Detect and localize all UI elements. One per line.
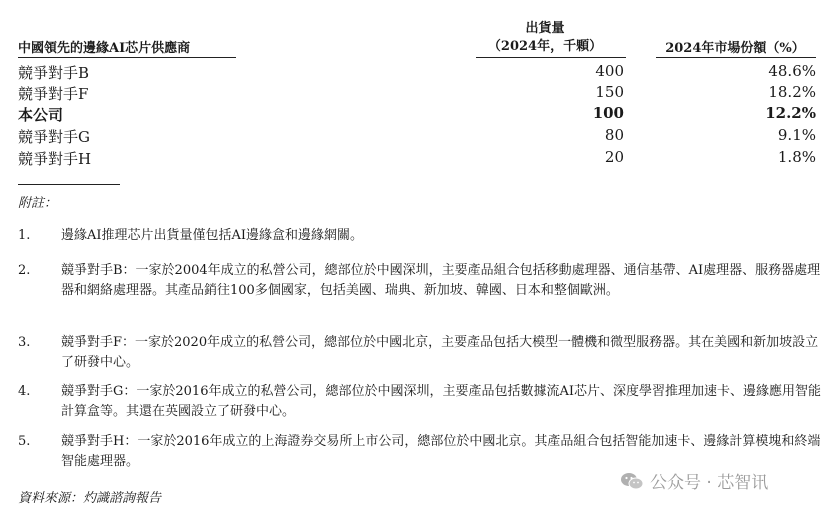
watermark-text: 公众号 · 芯智讯	[650, 473, 769, 493]
row-supplier-name: 競爭對手G	[18, 128, 90, 146]
row-market-share: 48.6%	[768, 62, 816, 80]
row-shipments: 80	[604, 126, 624, 144]
header-divider-supplier	[18, 57, 236, 58]
row-supplier-name: 競爭對手F	[18, 85, 89, 103]
table-row	[0, 83, 838, 103]
row-supplier-name: 競爭對手B	[18, 64, 90, 82]
row-shipments: 20	[604, 148, 624, 166]
wechat-icon	[620, 472, 644, 490]
table-header-supplier: 中國領先的邊緣AI芯片供應商	[18, 41, 191, 56]
footnote-text: 競爭對手G：一家於2016年成立的私營公司，總部位於中國深圳，主要產品包括數據流AI芯片、深度學習推理加速卡、邊緣應用智能計算盒等。其還在英國設立了研發中心。	[61, 384, 821, 419]
footnote-number: 2.	[18, 263, 31, 278]
footnote-text: 競爭對手H：一家於2016年成立的上海證券交易所上市公司，總部位於中國北京。其產品組合包括智能加速卡、邊緣計算模塊和終端智能處理器。	[61, 434, 821, 469]
footnote-number: 3.	[18, 335, 31, 350]
row-market-share: 1.8%	[777, 148, 816, 166]
header-divider-shipments	[476, 57, 626, 58]
table-row	[0, 148, 838, 168]
row-supplier-name: 競爭對手H	[18, 150, 92, 168]
footnote-number: 5.	[18, 434, 31, 449]
table-header-shipments	[455, 20, 635, 56]
row-shipments: 400	[595, 62, 624, 80]
footnote-number: 4.	[18, 384, 31, 399]
row-market-share: 18.2%	[768, 83, 816, 101]
footnote-number: 1.	[18, 228, 31, 243]
table-row	[0, 62, 838, 82]
footnote-text: 競爭對手F：一家於2020年成立的私營公司，總部位於中國北京，主要產品包括大模型一體機和微型服務器。其在美國和新加坡設立了研發中心。	[61, 335, 819, 370]
table-row	[0, 126, 838, 146]
notes-divider	[18, 184, 120, 185]
row-shipments: 150	[595, 83, 624, 101]
footnote-text: 競爭對手B：一家於2004年成立的私營公司，總部位於中國深圳，主要產品組合包括移動處理器、通信基帶、AI處理器、服務器處理器和網絡處理器。其產品銷往100多個國家，包括美國、瑞典、新加坡、韓國、日本和整個歐洲。	[61, 263, 821, 298]
row-market-share: 12.2%	[765, 104, 816, 122]
row-market-share: 9.1%	[777, 126, 816, 144]
footnote-text: 邊緣AI推理芯片出貨量僅包括AI邊緣盒和邊緣網關。	[61, 228, 364, 243]
header-divider-share	[656, 57, 816, 58]
row-shipments: 100	[592, 104, 624, 122]
shipments-header-line2: （2024年，千顆）	[487, 39, 603, 54]
table-row-company	[0, 104, 838, 124]
notes-title: 附註：	[18, 196, 58, 211]
table-header-share: 2024年市場份額（%）	[665, 41, 805, 56]
shipments-header-line1: 出貨量	[525, 21, 565, 36]
source-note: 資料來源：灼識諮詢報告	[18, 491, 162, 506]
row-supplier-name: 本公司	[18, 106, 64, 124]
watermark	[620, 468, 768, 493]
